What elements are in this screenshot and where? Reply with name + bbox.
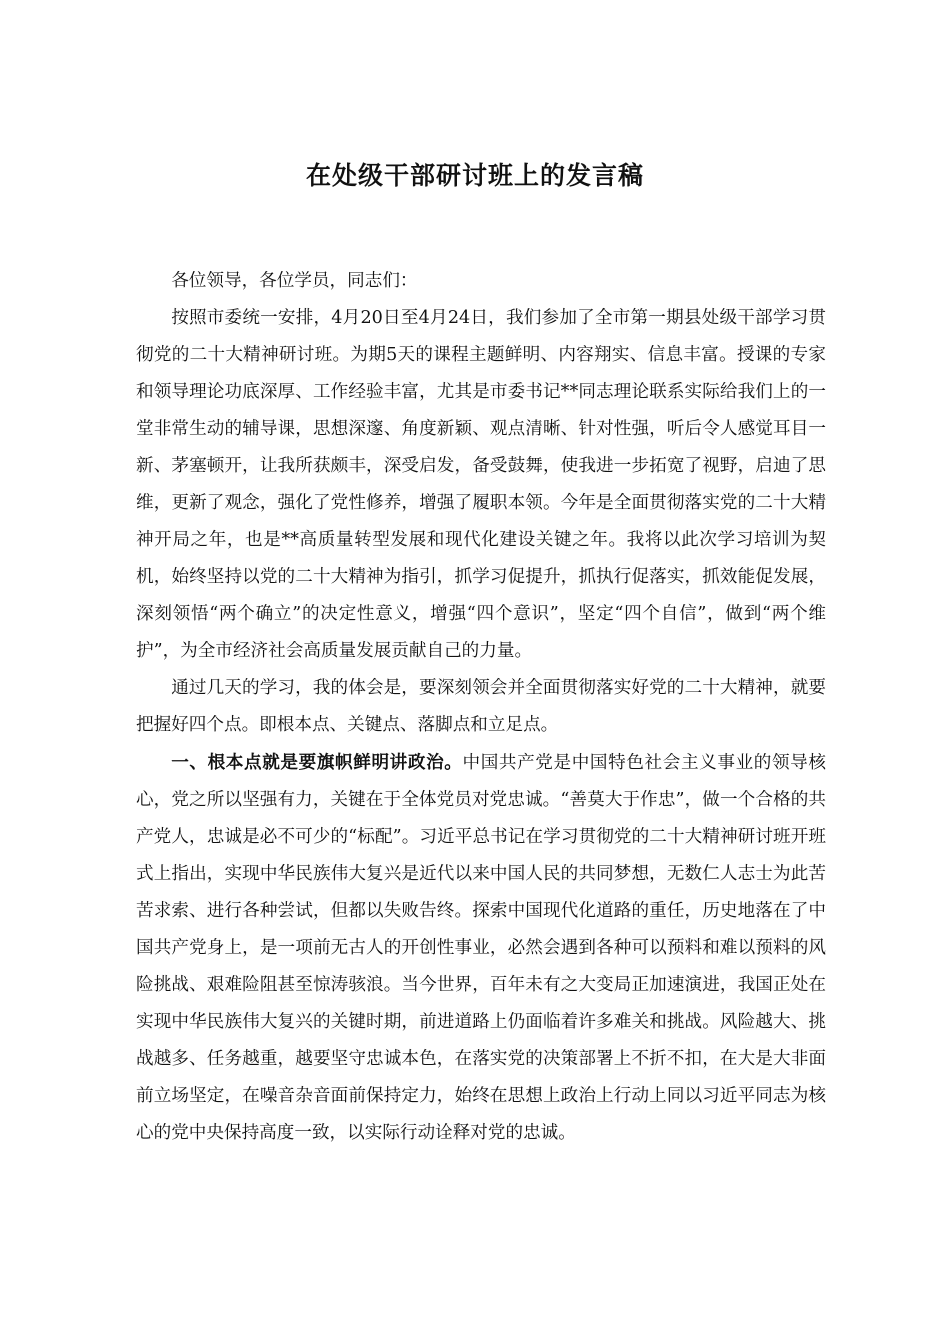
paragraph-text: 中国共产党是中国特色社会主义事业的领导核心，党之所以坚强有力，关键在于全体党员对党忠诚。“善莫大于作忠”，做一个合格的共产党人，忠诚是必不可少的“标配”。习近平总书记在学习贯彻党的二十大精神研讨班开班式上指出，实现中华民族伟大复兴是近代以来中国人民的共同梦想，无数仁人志士为此苦苦求索、进行各种尝试，但都以失败告终。探索中国现代化道路的重任，历史地落在了中国共产党身上，是一项前无古人的开创性事业，必然会遇到各种可以预料和难以预料的风险挑战、艰难险阻甚至惊涛骇浪。当今世界，百年未有之大变局正加速演进，我国正处在实现中华民族伟大复兴的关键时期，前进道路上仍面临着许多难关和挑战。风险越大、挑战越多、任务越重，越要坚守忠诚本色，在落实党的决策部署上不折不扣，在大是大非面前立场坚定，在噪音杂音面前保持定力，始终在思想上政治上行动上同以习近平同志为核心的党中央保持高度一致，以实际行动诠释对党的忠诚。 xyxy=(136,753,826,1143)
salutation: 各位领导，各位学员，同志们： xyxy=(171,271,418,291)
paragraph-text: 通过几天的学习，我的体会是，要深刻领会并全面贯彻落实好党的二十大精神，就要把握好四个点。即根本点、关键点、落脚点和立足点。 xyxy=(136,678,826,735)
paragraph-text: 按照市委统一安排，4月20日至4月24日，我们参加了全市第一期县处级干部学习贯彻党的二十大精神研讨班。为期5天的课程主题鲜明、内容翔实、信息丰富。授课的专家和领导理论功底深厚、工作经验丰富，尤其是市委书记**同志理论联系实际给我们上的一堂非常生动的辅导课，思想深邃、角度新颖、观点清晰、针对性强，听后令人感觉耳目一新、茅塞顿开，让我所获颇丰，深受启发，备受鼓舞，使我进一步拓宽了视野，启迪了思维，更新了观念，强化了党性修养，增强了履职本领。今年是全面贯彻落实党的二十大精神开局之年，也是**高质量转型发展和现代化建设关键之年。我将以此次学习培训为契机，始终坚持以党的二十大精神为指引，抓学习促提升，抓执行促落实，抓效能促发展，深刻领悟“两个确立”的决定性意义，增强“四个意识”，坚定“四个自信”，做到“两个维护”，为全市经济社会高质量发展贡献自己的力量。 xyxy=(136,308,826,661)
paragraph-lead-heading: 一、根本点就是要旗帜鲜明讲政治。 xyxy=(171,752,463,773)
paragraph-point-one xyxy=(136,744,826,1152)
document-title: 在处级干部研讨班上的发言稿 xyxy=(305,160,644,190)
paragraph-summary xyxy=(136,670,826,744)
paragraph-intro xyxy=(136,300,826,670)
document-body xyxy=(136,263,826,1152)
